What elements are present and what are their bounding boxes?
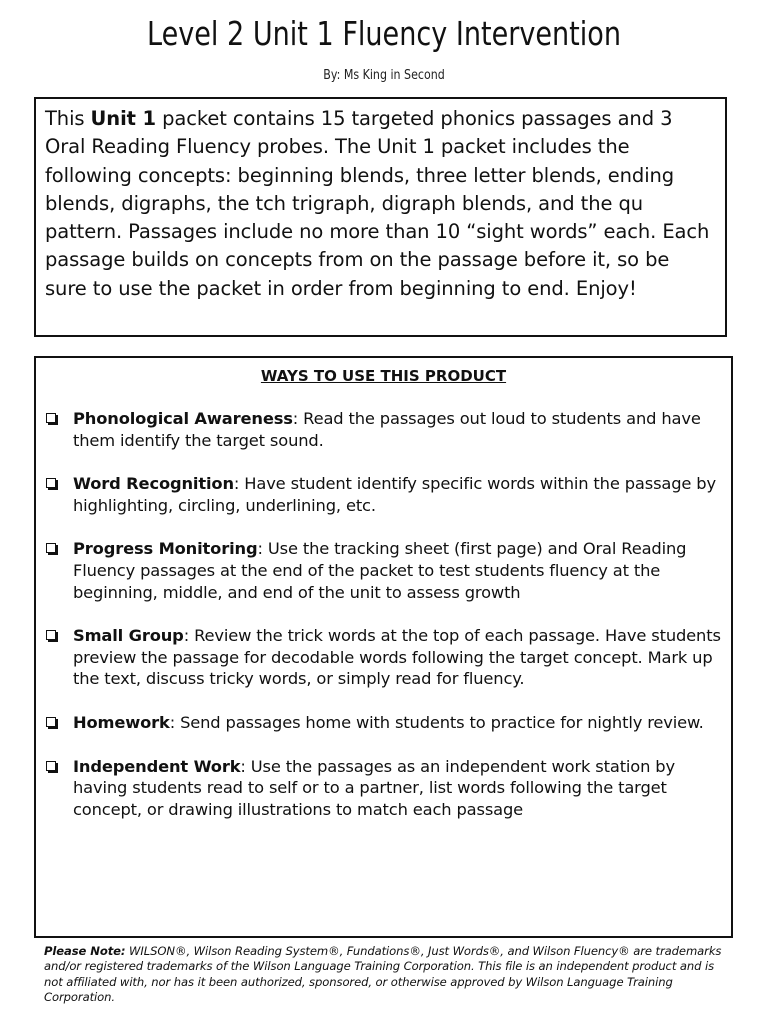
checkbox-icon: [46, 478, 56, 488]
ways-to-use-box: [34, 356, 733, 938]
checkbox-icon: [46, 543, 56, 553]
item-sep: :: [292, 409, 304, 428]
item-term: Word Recognition: [73, 474, 234, 494]
item-text: Read the passages out loud to students and have them identify the target sound.: [73, 409, 701, 450]
item-term: Phonological Awareness: [73, 409, 293, 428]
item-sep: :: [240, 756, 251, 776]
ways-item-word-recognition: [44, 473, 724, 516]
ways-item-progress-monitoring: [44, 538, 724, 603]
item-sep: :: [169, 712, 181, 732]
checkbox-icon: [46, 761, 56, 771]
intro-description-box: [34, 97, 727, 337]
intro-unit-label: Unit 1: [90, 107, 157, 130]
item-term: Progress Monitoring: [73, 539, 258, 559]
checkbox-icon: [46, 413, 56, 423]
ways-item-small-group: [44, 625, 724, 690]
item-term: Independent Work: [73, 756, 241, 776]
item-sep: :: [183, 626, 195, 646]
checkbox-icon: [46, 717, 56, 727]
ways-heading: WAYS TO USE THIS PRODUCT: [260, 367, 507, 385]
author-byline: By: Ms King in Second: [323, 68, 445, 83]
item-text: Use the passages as an independent work station by having students read to self or to a partner, list words following the target concept, or drawing illustrations to match each passage: [73, 756, 675, 819]
checkbox-icon: [46, 630, 56, 640]
item-term: Homework: [73, 712, 170, 732]
item-text: Have student identify specific words within the passage by highlighting, circling, underlining, etc.: [73, 474, 716, 515]
intro-body: packet contains 15 targeted phonics passages and 3 Oral Reading Fluency probes. The Unit 1 packet includes the following concepts: beginning blends, three letter blends, ending blends, digraphs, the tch trigraph, digraph blends, and the qu pattern. Passages include no more than 10 “sight words” each. Each passage builds on concepts from on the passage before it, so be sure to use the packet in order from beginning to end. Enjoy!: [45, 107, 710, 300]
intro-prefix: This: [45, 107, 91, 130]
ways-item-phonological-awareness: [44, 408, 724, 451]
item-text: Send passages home with students to practice for nightly review.: [180, 712, 704, 732]
ways-list: [44, 408, 724, 842]
item-sep: :: [257, 539, 268, 559]
note-text: WILSON®, Wilson Reading System®, Fundations®, Just Words®, and Wilson Fluency® are trademarks and/or registered trademarks of the Wilson Language Training Corporation. This file is an independent product and is not affiliated with, nor has it been authorized, sponsored, or otherwise approved by Wilson Language Training Corporation.: [44, 944, 722, 1004]
item-sep: :: [233, 474, 245, 494]
page-title: Level 2 Unit 1 Fluency Intervention: [146, 14, 622, 53]
item-text: Use the tracking sheet (first page) and Oral Reading Fluency passages at the end of the packet to test students fluency at the beginning, middle, and end of the unit to assess growth: [73, 539, 687, 602]
trademark-note: [44, 944, 724, 1005]
ways-item-homework: [44, 712, 724, 734]
item-text: Review the trick words at the top of each passage. Have students preview the passage for decodable words following the target concept. Mark up the text, discuss tricky words, or simply read for fluency.: [73, 626, 721, 689]
ways-item-independent-work: [44, 756, 724, 821]
note-label: Please Note:: [44, 944, 126, 958]
item-term: Small Group: [73, 626, 184, 646]
